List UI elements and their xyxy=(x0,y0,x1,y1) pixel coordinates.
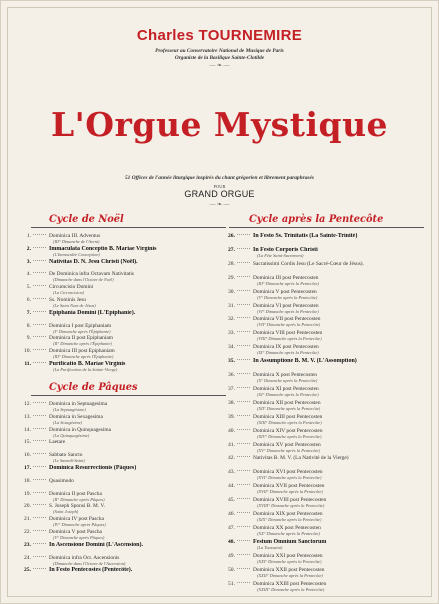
entry-subtitle: (La Toussaint) xyxy=(257,544,283,550)
entry-title: Dominica IV post Pascha xyxy=(49,516,104,523)
toc-entry xyxy=(19,361,214,371)
cycle-rule xyxy=(31,395,226,396)
composer-title-line-1: Professeur au Conservatoire National de Musique de Paris xyxy=(155,48,284,54)
dotted-leader xyxy=(33,428,46,429)
entry-title: In Ascensione Domini (L'Ascension). xyxy=(49,541,144,548)
toc-entry xyxy=(19,529,214,539)
entry-subtitle: (La Septuagésime) xyxy=(53,407,86,412)
entry-subtitle: (VII° Dimanche après la Pentecôte) xyxy=(257,322,321,328)
entry-subtitle: (Le Samedi-Saint) xyxy=(53,458,85,464)
dotted-leader xyxy=(33,311,46,312)
entry-subtitle: (VIII° Dimanche après la Pentecôte) xyxy=(257,336,322,342)
toc-entry xyxy=(19,246,214,256)
toc-entry xyxy=(223,261,418,271)
dotted-leader xyxy=(33,324,46,325)
toc-entry xyxy=(223,414,418,424)
dotted-leader xyxy=(237,554,250,555)
entry-number: 48. xyxy=(228,538,235,545)
entry-title: In Festo Corporis Christi xyxy=(253,246,318,253)
entry-number: 44. xyxy=(228,483,235,490)
entry-title: Purificatio B. Mariae Virginis xyxy=(49,361,126,367)
toc-entry xyxy=(223,455,418,465)
entry-number: 47. xyxy=(228,524,235,531)
entry-number: 41. xyxy=(228,441,235,448)
dotted-leader xyxy=(237,234,250,235)
pour-label: POUR xyxy=(213,184,226,189)
entry-subtitle: (XXI° Dimanche après la Pentecôte) xyxy=(257,558,322,564)
entry-number: 5. xyxy=(26,284,31,291)
entry-subtitle: (La Quinquagésime) xyxy=(53,432,90,438)
toc-entry xyxy=(223,303,418,313)
dotted-leader xyxy=(33,453,46,454)
entry-subtitle: (La Fête Saint-Sacrement) xyxy=(257,252,304,258)
entry-number: 8. xyxy=(26,322,31,329)
entry-subtitle: (La Circoncision) xyxy=(53,290,85,296)
dotted-leader xyxy=(33,466,46,467)
entry-title: Dominica XX post Pentecosten xyxy=(253,524,321,531)
entry-subtitle: (III° Dimanche de l'Avent) xyxy=(53,239,100,244)
dotted-leader xyxy=(33,504,46,505)
dotted-leader xyxy=(237,387,250,388)
entry-number: 19. xyxy=(24,490,31,497)
entry-number: 28. xyxy=(228,260,235,267)
entry-number: 11. xyxy=(24,361,31,367)
entry-subtitle: (XXIII° Dimanche après la Pentecôte) xyxy=(257,586,325,592)
dotted-leader xyxy=(33,247,46,248)
cycle-noel-heading: Cycle de Noël xyxy=(49,214,124,225)
dotted-leader xyxy=(237,304,250,305)
dotted-leader xyxy=(33,568,46,569)
entry-subtitle: (XVII° Dimanche après la Pentecôte) xyxy=(257,489,323,495)
toc-entry xyxy=(223,442,418,452)
toc-entry xyxy=(223,511,418,521)
entry-number: 27. xyxy=(228,246,235,253)
entry-subtitle: (IX° Dimanche après la Pentecôte) xyxy=(257,350,319,356)
dotted-leader xyxy=(237,568,250,569)
entry-subtitle: (II° Dimanche après Pâques) xyxy=(53,496,105,502)
entry-number: 7. xyxy=(26,309,31,316)
dotted-leader xyxy=(33,440,46,441)
entry-subtitle: (XXII° Dimanche après la Pentecôte) xyxy=(257,572,323,578)
entry-number: 22. xyxy=(24,529,31,535)
instrument-label: GRAND ORGUE xyxy=(184,189,255,199)
entry-number: 24. xyxy=(24,554,31,561)
dotted-leader xyxy=(237,582,250,583)
entry-number: 37. xyxy=(228,385,235,392)
entry-number: 17. xyxy=(24,465,31,471)
toc-entry xyxy=(19,323,214,333)
dotted-leader xyxy=(237,331,250,332)
ornament-divider: — ❧ — xyxy=(209,63,230,69)
toc-entry xyxy=(223,525,418,535)
entry-title: Festum Omnium Sanctorum xyxy=(253,538,327,545)
toc-entry xyxy=(19,567,214,577)
entry-title: Dominica XVII post Pentecosten xyxy=(253,483,325,490)
work-title: L'Orgue Mystique xyxy=(50,105,389,144)
entry-subtitle: (III° Dimanche après l'Épiphanie) xyxy=(53,354,114,360)
entry-title: Dominica XVIII post Pentecosten xyxy=(253,497,327,504)
entry-title: Quasimodo xyxy=(49,477,74,484)
entry-number: 20. xyxy=(24,503,31,510)
cycle-rule xyxy=(31,227,226,228)
entry-subtitle: (XIII° Dimanche après la Pentecôte) xyxy=(257,419,322,425)
composer-name: Charles TOURNEMIRE xyxy=(136,27,303,44)
dotted-leader xyxy=(33,530,46,531)
entry-title: Dominica XIV post Pentecosten xyxy=(253,427,323,434)
entry-title: Dominica IX post Pentecosten xyxy=(253,344,319,351)
toc-entry xyxy=(19,284,214,294)
entry-title: Dominica I post Epiphaniam xyxy=(49,322,112,329)
dotted-leader xyxy=(237,248,250,249)
dotted-leader xyxy=(33,298,46,299)
toc-entry xyxy=(223,553,418,563)
entry-number: 40. xyxy=(228,427,235,434)
dotted-leader xyxy=(33,479,46,480)
entry-number: 1. xyxy=(26,233,31,239)
entry-subtitle: (Dimanche dans l'Octave de Noël) xyxy=(53,277,114,283)
entry-number: 13. xyxy=(24,413,31,420)
dotted-leader xyxy=(237,526,250,527)
toc-entry xyxy=(19,335,214,345)
entry-subtitle: (VI° Dimanche après la Pentecôte) xyxy=(257,308,319,314)
entry-title: De Dominica infra Octavam Nativitatis xyxy=(49,271,135,278)
entry-title: In Assumptione B. M. V. (L'Assomption) xyxy=(253,358,357,365)
dotted-leader xyxy=(237,484,250,485)
entry-title: Dominica VI post Pentecosten xyxy=(253,302,319,309)
entry-title: Dominica III post Epiphaniam xyxy=(49,348,115,355)
entry-subtitle: (II° Dimanche après l'Épiphanie) xyxy=(53,341,112,347)
toc-entry xyxy=(223,233,418,243)
entry-number: 6. xyxy=(26,297,31,303)
toc-entry xyxy=(223,344,418,354)
toc-entry xyxy=(223,567,418,577)
entry-subtitle: (XIX° Dimanche après la Pentecôte) xyxy=(257,517,322,522)
entry-title: Dominica XV post Pentecosten xyxy=(253,441,321,448)
toc-entry xyxy=(223,497,418,507)
toc-entry xyxy=(223,316,418,326)
entry-number: 33. xyxy=(228,330,235,337)
entry-number: 9. xyxy=(26,335,31,342)
dotted-leader xyxy=(237,262,250,263)
entry-number: 35. xyxy=(228,358,235,365)
cycle-pentecote-heading: Cycle après la Pentecôte xyxy=(249,214,384,225)
entry-title: Immaculata Conceptio B. Mariae Virginis xyxy=(49,245,157,252)
entry-subtitle: (V° Dimanche après la Pentecôte) xyxy=(257,294,318,300)
cycle-paques-heading: Cycle de Pâques xyxy=(49,382,138,393)
toc-entry xyxy=(223,330,418,340)
entry-number: 14. xyxy=(24,426,31,433)
entry-title: Dominica V post Pascha xyxy=(49,529,102,535)
toc-entry xyxy=(19,516,214,526)
dotted-leader xyxy=(237,359,250,360)
dotted-leader xyxy=(237,498,250,499)
toc-entry xyxy=(19,297,214,307)
entry-number: 29. xyxy=(228,274,235,281)
dotted-leader xyxy=(33,362,46,363)
entry-subtitle: (XV° Dimanche après la Pentecôte) xyxy=(257,447,320,453)
dotted-leader xyxy=(33,260,46,261)
entry-number: 36. xyxy=(228,372,235,378)
entry-subtitle: (XIV° Dimanche après la Pentecôte) xyxy=(257,433,322,439)
entry-title: Dominica XI post Pentecosten xyxy=(253,385,319,392)
entry-title: Dominica in Septuagesima xyxy=(49,401,108,407)
entry-number: 38. xyxy=(228,399,235,406)
entry-title: Dominica XII post Pentecosten xyxy=(253,399,321,406)
entry-title: Nativitas B. M. V. (La Nativité de la Vierge) xyxy=(253,455,349,462)
entry-title: Dominica III post Pentecosten xyxy=(253,274,319,281)
entry-subtitle: (La Sexagésime) xyxy=(53,419,83,425)
toc-entry xyxy=(19,452,214,462)
toc-entry xyxy=(223,247,418,257)
dotted-leader xyxy=(33,349,46,350)
entry-title: Laetare xyxy=(49,439,66,446)
toc-entry xyxy=(223,428,418,438)
toc-entry xyxy=(223,275,418,285)
dotted-leader xyxy=(33,272,46,273)
dotted-leader xyxy=(237,345,250,346)
dotted-leader xyxy=(33,543,46,544)
toc-entry xyxy=(223,483,418,493)
dotted-leader xyxy=(237,317,250,318)
entry-number: 34. xyxy=(228,344,235,351)
entry-number: 43. xyxy=(228,469,235,476)
entry-title: Ss. Nominis Jesu xyxy=(49,297,86,303)
entry-number: 50. xyxy=(228,566,235,573)
entry-number: 15. xyxy=(24,439,31,446)
ornament-divider: — ❧ — xyxy=(209,202,230,208)
entry-title: Dominica Resurrectionis (Pâques) xyxy=(49,465,137,471)
entry-title: Dominica XXI post Pentecosten xyxy=(253,552,323,559)
entry-title: Dominica X post Pentecosten xyxy=(253,372,317,378)
entry-title: Dominica II post Epiphaniam xyxy=(49,335,113,342)
entry-number: 25. xyxy=(24,567,31,574)
entry-number: 31. xyxy=(228,302,235,309)
entry-title: Dominica infra Oct. Ascensionis xyxy=(49,554,120,561)
entry-title: Dominica in Sexagesima xyxy=(49,413,103,420)
entry-number: 42. xyxy=(228,455,235,462)
toc-entry xyxy=(19,542,214,552)
dotted-leader xyxy=(33,492,46,493)
dotted-leader xyxy=(33,415,46,416)
toc-entry xyxy=(223,358,418,368)
toc-entry xyxy=(223,539,418,549)
dotted-leader xyxy=(237,456,250,457)
dotted-leader xyxy=(237,512,250,513)
dotted-leader xyxy=(33,234,46,235)
dotted-leader xyxy=(237,373,250,374)
entry-subtitle: (XII° Dimanche après la Pentecôte) xyxy=(257,405,321,411)
entry-title: Dominica XIX post Pentecosten xyxy=(253,511,323,517)
dotted-leader xyxy=(237,290,250,291)
composer-title-line-2: Organiste de la Basilique Sainte-Clotilde xyxy=(174,55,265,61)
entry-number: 21. xyxy=(24,516,31,523)
entry-title: In Festo Ss. Trinitatis (La Sainte-Trinité) xyxy=(253,233,358,239)
entry-subtitle: (XVI° Dimanche après la Pentecôte) xyxy=(257,475,322,481)
entry-number: 3. xyxy=(26,258,31,265)
entry-subtitle: (XX° Dimanche après la Pentecôte) xyxy=(257,530,320,536)
toc-entry xyxy=(223,372,418,382)
toc-entry xyxy=(223,386,418,396)
dotted-leader xyxy=(237,443,250,444)
entry-subtitle: (X° Dimanche après la Pentecôte) xyxy=(257,378,318,383)
entry-subtitle: (Le Saint Nom de Jésus) xyxy=(53,303,96,308)
entry-title: Sabbato Sancto xyxy=(49,452,83,459)
toc-entry xyxy=(19,271,214,281)
toc-entry xyxy=(223,400,418,410)
entry-number: 12. xyxy=(24,401,31,407)
dotted-leader xyxy=(33,336,46,337)
dotted-leader xyxy=(33,556,46,557)
entry-subtitle: (III° Dimanche après la Pentecôte) xyxy=(257,280,319,286)
toc-entry xyxy=(223,289,418,299)
entry-number: 51. xyxy=(228,580,235,587)
entry-number: 30. xyxy=(228,288,235,295)
entry-title: In Festo Pentecostes (Pentecôte). xyxy=(49,567,133,574)
entry-title: Dominica II post Pascha xyxy=(49,490,102,497)
dotted-leader xyxy=(237,401,250,402)
toc-entry xyxy=(19,555,214,565)
entry-subtitle: (Dimanche dans l'Octave de l'Ascension) xyxy=(53,560,126,566)
toc-entry xyxy=(223,581,418,591)
dotted-leader xyxy=(237,470,250,471)
entry-number: 32. xyxy=(228,316,235,323)
toc-entry xyxy=(19,439,214,449)
dotted-leader xyxy=(237,429,250,430)
entry-number: 4. xyxy=(26,271,31,278)
toc-entry xyxy=(19,427,214,437)
entry-number: 10. xyxy=(24,348,31,355)
entry-number: 46. xyxy=(228,511,235,517)
work-description: 51 Offices de l'année liturgique inspirés du chant grégorien et librement paraphrasés xyxy=(124,175,315,181)
entry-number: 45. xyxy=(228,497,235,504)
entry-subtitle: (IV° Dimanche après Pâques) xyxy=(53,522,106,528)
entry-title: Dominica VII post Pentecosten xyxy=(253,316,321,323)
entry-title: Dominica XVI post Pentecosten xyxy=(253,469,323,476)
dotted-leader xyxy=(33,285,46,286)
entry-subtitle: (La Purification de la Sainte-Vierge) xyxy=(53,367,118,372)
toc-entry xyxy=(19,491,214,501)
entry-title: Dominica in Quinquagesima xyxy=(49,426,111,433)
toc-entry xyxy=(19,414,214,424)
toc-entry xyxy=(223,469,418,479)
dotted-leader xyxy=(33,402,46,403)
entry-title: Epiphania Domini (L'Épiphanie). xyxy=(49,309,136,316)
entry-subtitle: (I° Dimanche après l'Épiphanie) xyxy=(53,328,111,334)
toc-entry xyxy=(19,348,214,358)
entry-title: Circumcisio Domini xyxy=(49,284,94,291)
entry-number: 2. xyxy=(26,245,31,252)
toc-entry xyxy=(19,478,214,488)
entry-number: 23. xyxy=(24,541,31,548)
entry-title: Dominica III. Adventus xyxy=(49,233,101,239)
dotted-leader xyxy=(237,276,250,277)
dotted-leader xyxy=(237,540,250,541)
entry-subtitle: (L'Immaculée Conception) xyxy=(53,251,100,257)
entry-subtitle: (Saint Joseph) xyxy=(53,509,79,515)
toc-entry xyxy=(19,503,214,513)
entry-number: 39. xyxy=(228,413,235,420)
dotted-leader xyxy=(33,517,46,518)
entry-title: S. Joseph Sponsi B. M. V. xyxy=(49,503,105,510)
entry-subtitle: (XVIII° Dimanche après la Pentecôte) xyxy=(257,503,325,509)
entry-title: Nativitas D. N. Jesu Christi (Noël). xyxy=(49,258,138,265)
entry-number: 18. xyxy=(24,477,31,484)
entry-number: 49. xyxy=(228,552,235,559)
dotted-leader xyxy=(237,415,250,416)
entry-number: 26. xyxy=(228,233,235,239)
entry-subtitle: (V° Dimanche après Pâques) xyxy=(53,535,105,540)
entry-subtitle: (XI° Dimanche après la Pentecôte) xyxy=(257,391,319,397)
toc-entry xyxy=(19,259,214,269)
entry-title: Dominica V post Pentecosten xyxy=(253,288,317,295)
cycle-rule xyxy=(229,227,424,228)
toc-entry xyxy=(19,233,214,243)
toc-entry xyxy=(19,310,214,320)
entry-title: Sacratissimi Cordis Jesu (Le Sacré-Cœur de Jésus). xyxy=(253,260,364,267)
toc-entry xyxy=(19,465,214,475)
entry-title: Dominica XXII post Pentecosten xyxy=(253,566,325,573)
entry-title: Dominica XXIII post Pentecosten xyxy=(253,580,327,587)
entry-number: 16. xyxy=(24,452,31,459)
entry-title: Dominica XIII post Pentecosten xyxy=(253,413,323,420)
toc-entry xyxy=(19,401,214,411)
entry-title: Dominica VIII post Pentecosten xyxy=(253,330,323,337)
